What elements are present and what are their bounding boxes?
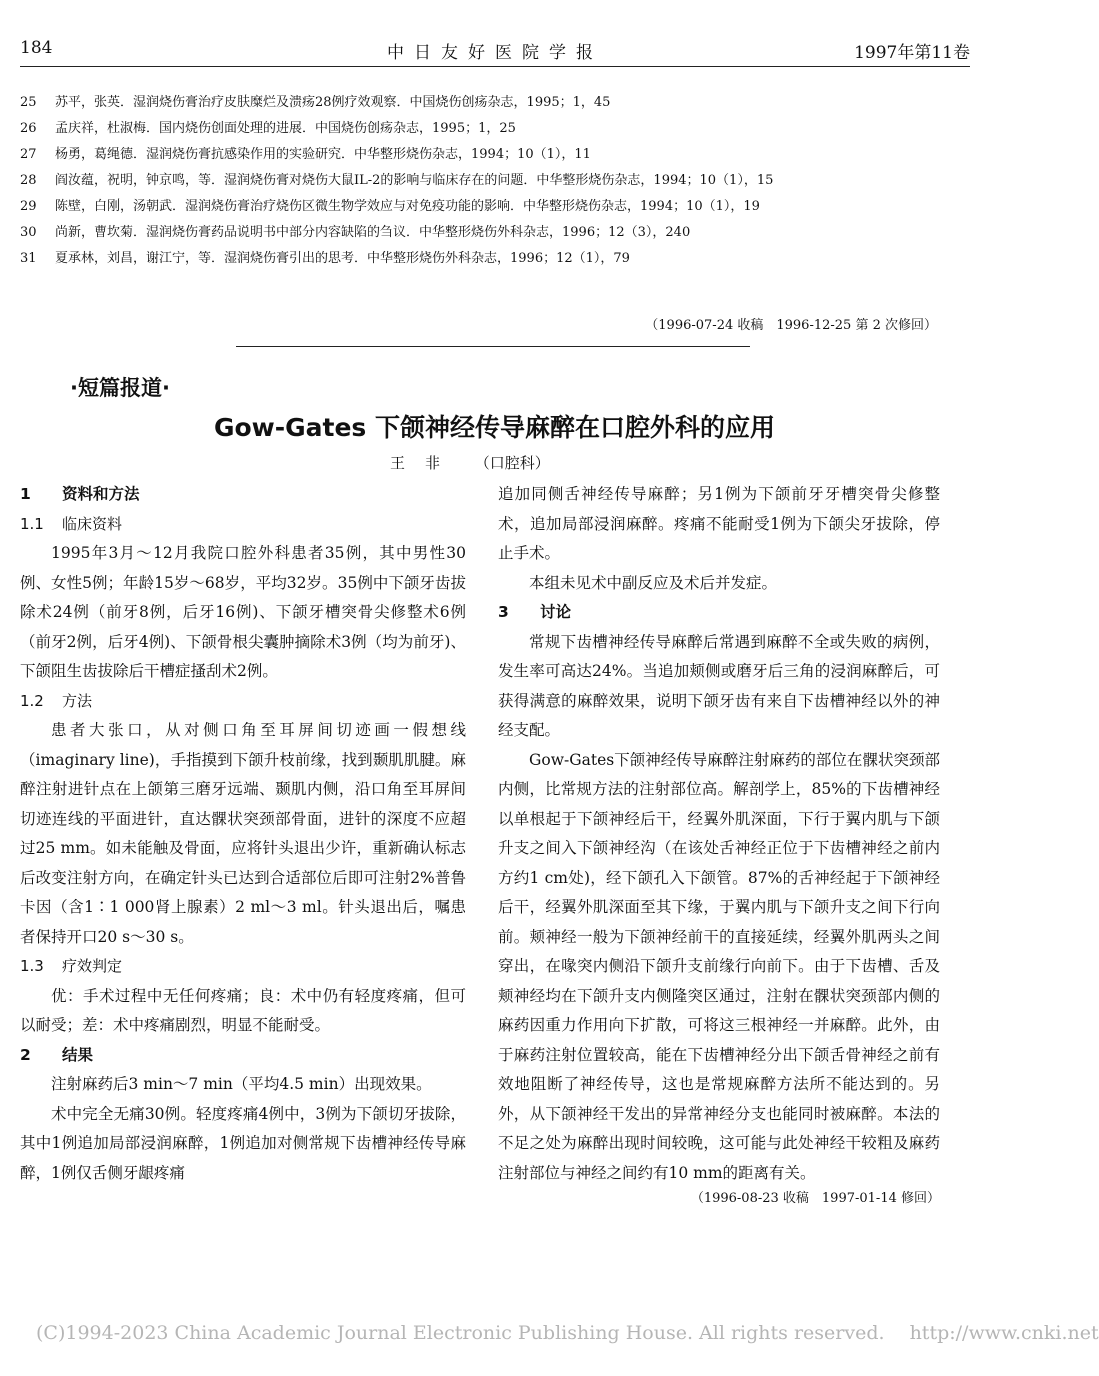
page-header [20, 38, 970, 62]
right-column [498, 480, 940, 1210]
paragraph: Gow-Gates下颌神经传导麻醉注射麻药的部位在髁状突颈部内侧，比常规方法的注射部位高。解剖学上，85%的下齿槽神经以单根起于下颌神经后干，经翼外肌深面，下行于翼内肌与下颌升支之间入下颌神经沟（在该处舌神经正位于下齿槽神经之前内方约1 cm处)，经下颌孔入下颌管。87%的舌神经起于下颌神经后干，经翼外肌深面至其下缘，于翼内肌与下颌升支之间下行向前。颊神经一般为下颌神经前干的直接延续，经翼外肌两头之间穿出，在喙突内侧沿下颌升支前缘行向前下。由于下齿槽、舌及颊神经均在下颌升支内侧隆突区通过，注射在髁状突颈部内侧的麻药因重力作用向下扩散，可将这三根神经一并麻醉。此外，由于麻药注射位置较高，能在下齿槽神经分出下颌舌骨神经之前有效地阻断了神经传导，这也是常规麻醉方法所不能达到的。另外，从下颌神经干发出的异常神经分支也能同时被麻醉。本法的不足之处为麻醉出现时间较晚，这可能与此处神经干较粗及麻药注射部位与神经之间约有10 mm的距离有关。 [498, 750, 940, 1182]
reference-item [20, 194, 950, 220]
reference-text: 夏承林，刘昌，谢江宁，等．湿润烧伤膏引出的思考．中华整形烧伤外科杂志，1996；12（1），79 [55, 251, 630, 266]
reference-text: 苏平，张英．湿润烧伤膏治疗皮肤糜烂及溃疡28例疗效观察．中国烧伤创疡杂志，1995；1，45 [55, 95, 611, 110]
paragraph: 常规下齿槽神经传导麻醉后常遇到麻醉不全或失败的病例，发生率可高达24%。当追加颊侧或磨牙后三角的浸润麻醉后，可获得满意的麻醉效果，说明下颌牙齿有来自下齿槽神经以外的神经支配。 [498, 632, 940, 739]
reference-item [20, 142, 950, 168]
reference-number: 28 [20, 173, 37, 188]
reference-number: 25 [20, 95, 37, 110]
paragraph: 本组未见术中副反应及术后并发症。 [529, 573, 778, 592]
reference-number: 26 [20, 121, 37, 136]
reference-item [20, 90, 950, 116]
article-separator [236, 346, 750, 347]
subsection-heading: 1.3 疗效判定 [20, 957, 123, 975]
section-heading: 2 结果 [20, 1045, 94, 1064]
page-number: 184 [20, 38, 53, 58]
author-name: 王非 [390, 454, 461, 472]
reference-item [20, 168, 950, 194]
author-affiliation: （口腔科） [474, 454, 550, 472]
article-title: Gow-Gates 下颌神经传导麻醉在口腔外科的应用 [213, 413, 776, 442]
section-tag: ·短篇报道· [70, 376, 170, 400]
received-note: （1996-07-24 收稿 1996-12-25 第 2 次修回） [645, 318, 937, 333]
left-column [20, 480, 466, 1188]
reference-list [20, 90, 950, 272]
subsection-heading: 1.2 方法 [20, 691, 93, 710]
reference-text: 阎汝蕴，祝明，钟京鸣，等．湿润烧伤膏对烧伤大鼠IL-2的影响与临床存在的问题．中华整形烧伤杂志，1994；10（1），15 [55, 173, 774, 188]
reference-item [20, 116, 950, 142]
copyright-watermark: (C)1994-2023 China Academic Journal Electronic Publishing House. All rights reserved. http://www.cnki.net [36, 1322, 1099, 1344]
paragraph: 注射麻药后3 min～7 min（平均4.5 min）出现效果。 [51, 1075, 432, 1093]
reference-text: 陈壁，白刚，汤朝武．湿润烧伤膏治疗烧伤区微生物学效应与对免疫功能的影响．中华整形烧伤杂志，1994；10（1），19 [55, 199, 760, 214]
section-heading: 3 讨论 [498, 603, 572, 621]
reference-item [20, 220, 950, 246]
reference-number: 31 [20, 251, 37, 266]
reference-number: 27 [20, 147, 37, 162]
issue-label: 1997年第11卷 [854, 43, 970, 63]
paragraph-continued: 追加同侧舌神经传导麻醉；另1例为下颌前牙牙槽突骨尖修整术，追加局部浸润麻醉。疼痛不能耐受1例为下颌尖牙拔除，停止手术。 [498, 485, 940, 562]
paragraph: 优：手术过程中无任何疼痛；良：术中仍有轻度疼痛，但可以耐受；差：术中疼痛剧烈，明显不能耐受。 [20, 986, 466, 1034]
reference-number: 29 [20, 199, 37, 214]
header-rule [20, 66, 970, 67]
section-heading: 1 资料和方法 [20, 485, 140, 503]
reference-text: 杨勇，葛绳德．湿润烧伤膏抗感染作用的实验研究．中华整形烧伤杂志，1994；10（1），11 [55, 147, 591, 162]
paragraph: 术中完全无痛30例。轻度疼痛4例中，3例为下颌切牙拔除，其中1例追加局部浸润麻醉，1例追加对侧常规下齿槽神经传导麻醉，1例仅舌侧牙龈疼痛 [20, 1104, 466, 1182]
journal-title: 中日友好医院学报 [387, 43, 603, 63]
subsection-heading: 1.1 临床资料 [20, 514, 123, 533]
author-line [390, 452, 550, 473]
reference-text: 尚新，曹坎菊．湿润烧伤膏药品说明书中部分内容缺陷的刍议．中华整形烧伤外科杂志，1996；12（3），240 [55, 225, 691, 240]
reference-text: 孟庆祥，杜淑梅．国内烧伤创面处理的进展．中国烧伤创疡杂志，1995；1，25 [55, 121, 516, 136]
paragraph: 1995年3月～12月我院口腔外科患者35例，其中男性30例、女性5例；年龄15岁～68岁，平均32岁。35例中下颌牙齿拔除术24例（前牙8例，后牙16例)、下颌牙槽突骨尖修整术6例（前牙2例，后牙4例)、下颌骨根尖囊肿摘除术3例（均为前牙)、下颌阻生齿拔除后干槽症搔刮术2例。 [20, 544, 466, 680]
reference-item [20, 246, 950, 272]
reference-number: 30 [20, 225, 37, 240]
paragraph: 患者大张口，从对侧口角至耳屏间切迹画一假想线（imaginary line)，手指摸到下颌升枝前缘，找到颞肌肌腱。麻醉注射进针点在上颌第三磨牙远端、颞肌内侧，沿口角至耳屏间切迹连线的平面进针，直达髁状突颈部骨面，进针的深度不应超过25 mm。如未能触及骨面，应将针头退出少许，重新确认标志后改变注射方向，在确定针头已达到合适部位后即可注射2%普鲁卡因（含1∶1 000肾上腺素）2 ml～3 ml。针头退出后，嘱患者保持开口20 s～30 s。 [20, 721, 466, 946]
received-note: （1996-08-23 收稿 1997-01-14 修回） [690, 1191, 940, 1206]
